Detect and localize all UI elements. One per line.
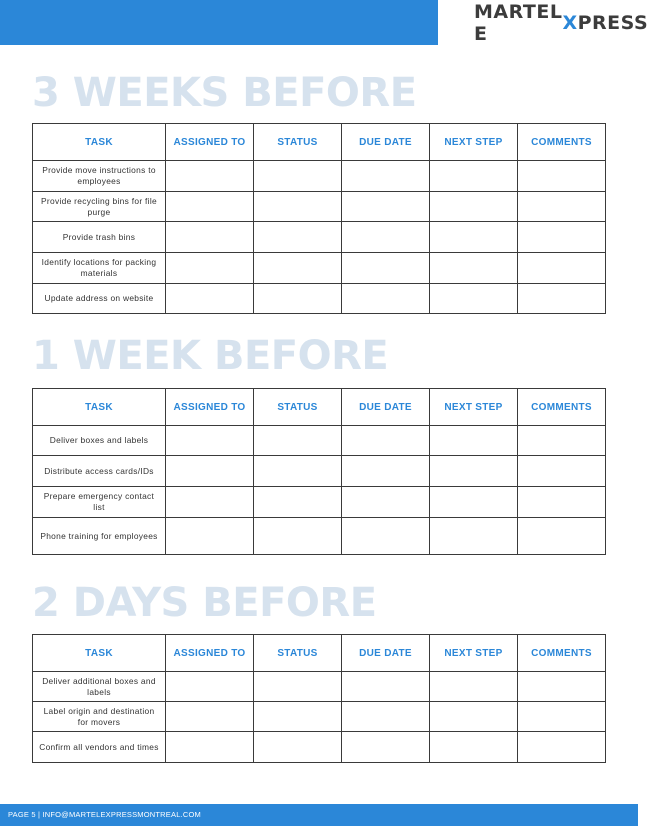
due-date-cell[interactable] [342, 702, 430, 732]
due-date-cell[interactable] [342, 672, 430, 702]
status-cell[interactable] [254, 456, 342, 487]
due-date-cell[interactable] [342, 284, 430, 314]
due-date-cell[interactable] [342, 222, 430, 253]
assigned-to-cell[interactable] [166, 426, 254, 456]
header-comments: COMMENTS [518, 389, 606, 426]
table-row [33, 192, 606, 222]
due-date-cell[interactable] [342, 192, 430, 222]
due-date-cell[interactable] [342, 253, 430, 284]
assigned-to-cell[interactable] [166, 456, 254, 487]
due-date-cell[interactable] [342, 426, 430, 456]
due-date-cell[interactable] [342, 456, 430, 487]
status-cell[interactable] [254, 487, 342, 518]
comments-cell[interactable] [518, 253, 606, 284]
next-step-cell[interactable] [430, 161, 518, 192]
table-row [33, 161, 606, 192]
task-table-3-weeks [32, 123, 606, 314]
status-cell[interactable] [254, 192, 342, 222]
task-table-2-days [32, 634, 606, 763]
due-date-cell[interactable] [342, 487, 430, 518]
table-header-row [33, 124, 606, 161]
assigned-to-cell[interactable] [166, 284, 254, 314]
comments-cell[interactable] [518, 426, 606, 456]
header-task: TASK [33, 635, 166, 672]
status-cell[interactable] [254, 161, 342, 192]
table-row [33, 253, 606, 284]
header-next-step: NEXT STEP [430, 389, 518, 426]
header-comments: COMMENTS [518, 124, 606, 161]
header-comments: COMMENTS [518, 635, 606, 672]
next-step-cell[interactable] [430, 487, 518, 518]
header-bar [0, 0, 438, 45]
status-cell[interactable] [254, 253, 342, 284]
table-row [33, 672, 606, 702]
comments-cell[interactable] [518, 222, 606, 253]
task-cell: Deliver additional boxes and labels [33, 672, 166, 702]
task-cell: Provide trash bins [33, 222, 166, 253]
next-step-cell[interactable] [430, 518, 518, 555]
assigned-to-cell[interactable] [166, 487, 254, 518]
footer-bar [0, 804, 638, 826]
next-step-cell[interactable] [430, 732, 518, 763]
header-status: STATUS [254, 635, 342, 672]
status-cell[interactable] [254, 702, 342, 732]
header-status: STATUS [254, 124, 342, 161]
table-row [33, 487, 606, 518]
section-title-3-weeks: 3 WEEKS BEFORE [32, 70, 417, 116]
task-cell: Confirm all vendors and times [33, 732, 166, 763]
section-title-1-week: 1 WEEK BEFORE [32, 333, 389, 379]
comments-cell[interactable] [518, 284, 606, 314]
task-cell: Update address on website [33, 284, 166, 314]
comments-cell[interactable] [518, 518, 606, 555]
logo-text-x: X [562, 12, 578, 34]
due-date-cell[interactable] [342, 161, 430, 192]
task-cell: Provide recycling bins for file purge [33, 192, 166, 222]
header-status: STATUS [254, 389, 342, 426]
header-task: TASK [33, 389, 166, 426]
header-due-date: DUE DATE [342, 124, 430, 161]
comments-cell[interactable] [518, 161, 606, 192]
table-row [33, 222, 606, 253]
next-step-cell[interactable] [430, 672, 518, 702]
assigned-to-cell[interactable] [166, 702, 254, 732]
next-step-cell[interactable] [430, 284, 518, 314]
table-row [33, 518, 606, 555]
header-due-date: DUE DATE [342, 389, 430, 426]
table-header-row [33, 635, 606, 672]
next-step-cell[interactable] [430, 192, 518, 222]
status-cell[interactable] [254, 518, 342, 555]
status-cell[interactable] [254, 426, 342, 456]
status-cell[interactable] [254, 672, 342, 702]
table-row [33, 456, 606, 487]
status-cell[interactable] [254, 284, 342, 314]
comments-cell[interactable] [518, 672, 606, 702]
table-row [33, 284, 606, 314]
table-row [33, 732, 606, 763]
next-step-cell[interactable] [430, 426, 518, 456]
assigned-to-cell[interactable] [166, 672, 254, 702]
task-cell: Label origin and destination for movers [33, 702, 166, 732]
status-cell[interactable] [254, 222, 342, 253]
task-table-1-week [32, 388, 606, 555]
comments-cell[interactable] [518, 702, 606, 732]
table-header-row [33, 389, 606, 426]
status-cell[interactable] [254, 732, 342, 763]
header-assigned-to: ASSIGNED TO [166, 635, 254, 672]
assigned-to-cell[interactable] [166, 518, 254, 555]
task-cell: Provide move instructions to employees [33, 161, 166, 192]
next-step-cell[interactable] [430, 702, 518, 732]
due-date-cell[interactable] [342, 732, 430, 763]
comments-cell[interactable] [518, 487, 606, 518]
section-title-2-days: 2 DAYS BEFORE [32, 580, 377, 626]
header-next-step: NEXT STEP [430, 124, 518, 161]
task-cell: Distribute access cards/IDs [33, 456, 166, 487]
assigned-to-cell[interactable] [166, 161, 254, 192]
logo-text-part2: PRESS [577, 12, 648, 34]
header-assigned-to: ASSIGNED TO [166, 124, 254, 161]
next-step-cell[interactable] [430, 456, 518, 487]
due-date-cell[interactable] [342, 518, 430, 555]
table-row [33, 426, 606, 456]
footer-text: PAGE 5 | INFO@MARTELEXPRESSMONTREAL.COM [8, 810, 201, 819]
brand-logo [474, 1, 648, 45]
header-task: TASK [33, 124, 166, 161]
comments-cell[interactable] [518, 732, 606, 763]
task-cell: Identify locations for packing materials [33, 253, 166, 284]
header-next-step: NEXT STEP [430, 635, 518, 672]
assigned-to-cell[interactable] [166, 253, 254, 284]
header-due-date: DUE DATE [342, 635, 430, 672]
next-step-cell[interactable] [430, 222, 518, 253]
comments-cell[interactable] [518, 456, 606, 487]
table-row [33, 702, 606, 732]
assigned-to-cell[interactable] [166, 222, 254, 253]
task-cell: Phone training for employees [33, 518, 166, 555]
assigned-to-cell[interactable] [166, 732, 254, 763]
task-cell: Deliver boxes and labels [33, 426, 166, 456]
next-step-cell[interactable] [430, 253, 518, 284]
task-cell: Prepare emergency contact list [33, 487, 166, 518]
comments-cell[interactable] [518, 192, 606, 222]
header-assigned-to: ASSIGNED TO [166, 389, 254, 426]
assigned-to-cell[interactable] [166, 192, 254, 222]
logo-text-part1: MARTEL E [474, 1, 563, 45]
